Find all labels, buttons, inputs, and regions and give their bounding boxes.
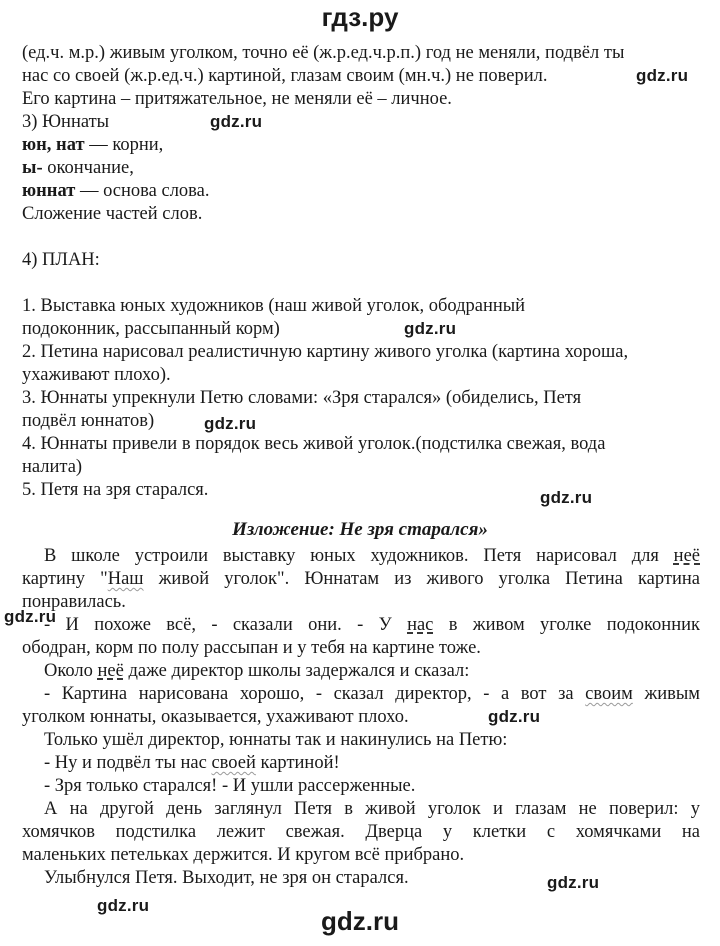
essay-line: А на другой день заглянул Петя в живой уголок и глазам не поверил: у <box>44 799 700 819</box>
site-footer: gdz.ru <box>321 906 399 936</box>
roots-line <box>22 134 163 156</box>
analysis-line-2: нас со своей (ж.р.ед.ч.) картиной, глазам своим (мн.ч.) не поверил. <box>22 66 548 86</box>
underlined-word: нас <box>407 615 434 635</box>
essay-text: картиной! <box>255 753 340 773</box>
watermark: gdz.ru <box>488 707 541 726</box>
roots-desc: — корни, <box>84 135 164 155</box>
essay-line: Улыбнулся Петя. Выходит, не зря он старался. <box>44 868 409 888</box>
watermark: gdz.ru <box>97 896 150 915</box>
plan-line: налита) <box>22 457 83 477</box>
essay-line <box>22 683 700 705</box>
watermark: gdz.ru <box>210 112 263 131</box>
analysis-line-3: Его картина – притяжательное, не меняли её – личное. <box>22 89 452 109</box>
essay-text: - Ну и подвёл ты нас <box>44 753 212 773</box>
essay-line: ободран, корм по полу рассыпан и у тебя на картине тоже. <box>22 638 481 658</box>
watermark: gdz.ru <box>547 873 600 892</box>
ending-line <box>22 157 134 179</box>
underlined-word: неё <box>673 546 700 566</box>
plan-line: подоконник, рассыпанный корм) <box>22 319 280 339</box>
watermark: gdz.ru <box>636 66 689 85</box>
plan-line: 3. Юннаты упрекнули Петю словами: «Зря старался» (обиделись, Петя <box>22 388 582 408</box>
essay-title: Изложение: Не зря старался» <box>232 519 488 540</box>
essay-line <box>44 752 340 774</box>
essay-line: уголком юннаты, оказывается, ухаживают плохо. <box>22 707 409 727</box>
plan-line: 4. Юннаты привели в порядок весь живой уголок.(подстилка свежая, вода <box>22 434 606 454</box>
essay-text: Около <box>44 661 98 681</box>
ending-desc: окончание, <box>42 158 134 178</box>
underlined-word: неё <box>97 661 124 681</box>
essay-text: живым <box>632 684 700 704</box>
essay-line: маленьких петельках держится. И кругом всё прибрано. <box>22 845 465 865</box>
watermark: gdz.ru <box>4 607 57 626</box>
plan-line: подвёл юннатов) <box>22 411 155 431</box>
essay-line <box>22 545 700 567</box>
watermark: gdz.ru <box>204 414 257 433</box>
section3-heading: 3) Юннаты <box>22 112 110 132</box>
plan-line: ухаживают плохо). <box>22 365 171 385</box>
watermark: gdz.ru <box>404 319 457 338</box>
plan-line: 1. Выставка юных художников (наш живой уголок, ободранный <box>22 296 526 316</box>
underlined-word: своей <box>211 753 256 773</box>
section4-heading: 4) ПЛАН: <box>22 250 100 270</box>
plan-line: 5. Петя на зря старался. <box>22 480 209 500</box>
plan-line: 2. Петина нарисовал реалистичную картину живого уголка (картина хороша, <box>22 342 629 362</box>
essay-line: Только ушёл директор, юннаты так и накинулись на Петю: <box>44 730 508 750</box>
essay-text: даже директор школы задержался и сказал: <box>123 661 470 681</box>
essay-line: понравилась. <box>22 592 126 612</box>
essay-line <box>22 614 700 636</box>
essay-text: - Картина нарисована хорошо, - сказал директор, - а вот за <box>44 684 586 704</box>
watermark: gdz.ru <box>540 488 593 507</box>
stem-line <box>22 180 210 202</box>
essay-text: - И похоже всё, - сказали они. - У <box>44 615 408 635</box>
site-header: гдз.ру <box>321 2 399 32</box>
essay-line <box>44 660 469 682</box>
essay-line <box>22 568 700 590</box>
essay-text: в живом уголке подоконник <box>433 615 700 635</box>
stem-desc: — основа слова. <box>75 181 210 201</box>
essay-line: хомячков подстилка лежит свежая. Дверца у клетки с хомячками на <box>22 822 700 842</box>
essay-text: В школе устроили выставку юных художников. Петя нарисовал для <box>44 546 674 566</box>
analysis-line-1: (ед.ч. м.р.) живым уголком, точно её (ж.р.ед.ч.р.п.) год не меняли, подвёл ты <box>22 43 625 63</box>
stem-term: юннат <box>22 181 76 201</box>
underlined-word: Наш <box>107 569 144 589</box>
essay-text: живой уголок". Юннатам из живого уголка Петина картина <box>143 569 700 589</box>
underlined-word: своим <box>585 684 633 704</box>
ending-term: ы- <box>22 158 43 178</box>
essay-text: картину " <box>22 569 108 589</box>
essay-line: - Зря только старался! - И ушли рассерженные. <box>44 776 416 796</box>
formation-line: Сложение частей слов. <box>22 204 203 224</box>
roots-term: юн, нат <box>22 135 85 155</box>
